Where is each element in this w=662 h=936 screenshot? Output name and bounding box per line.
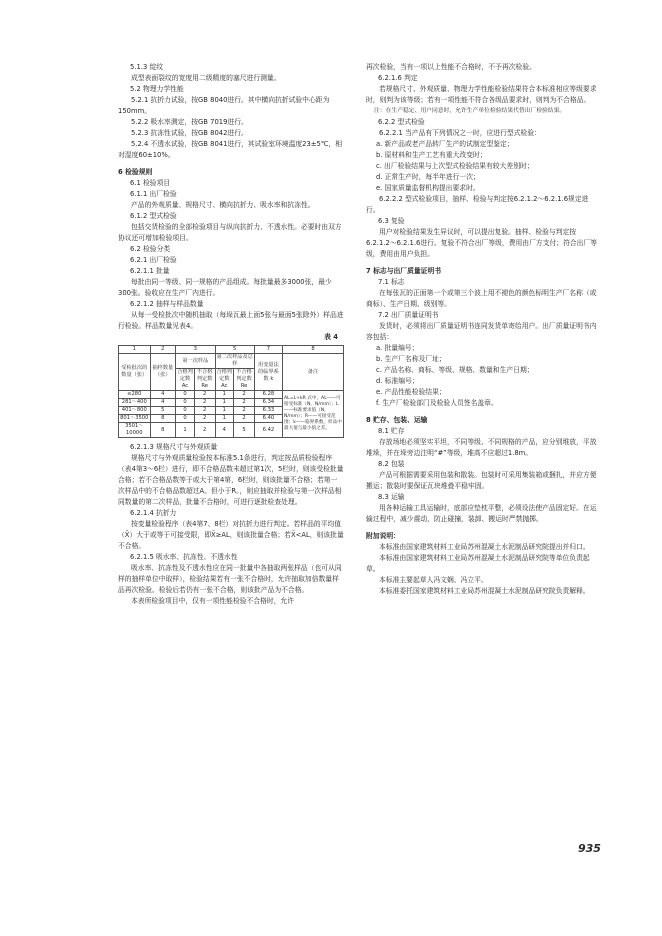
right-column — [366, 62, 598, 597]
subsection-heading: 6.2.1.3 规格尺寸与外观质量 — [130, 443, 218, 451]
sampling-table — [118, 345, 344, 438]
table-cell: 401～800 — [119, 407, 151, 415]
subsection-heading: 6.1 检验项目 — [130, 179, 171, 187]
paragraph: 包括交货检验的全部检验项目与纵向抗折力、不透水性。必要时由双方协议还可增加检验项目。 — [118, 223, 342, 242]
paragraph: 5.2.2 吸水率测定，按GB 7019进行。 — [131, 118, 248, 126]
table-caption: 表 4 — [324, 333, 338, 341]
list-item: f. 生产厂检验部门及检验人员签名盖章。 — [376, 399, 498, 407]
list-item: a. 新产品或老产品转厂生产的试制定型鉴定； — [376, 140, 514, 148]
table-cell: 4 — [150, 399, 176, 407]
list-item: a. 批量编号； — [376, 344, 419, 352]
table-cell: 2 — [194, 399, 215, 407]
section-heading: 8 贮存、包装、运输 — [366, 416, 428, 424]
table-cell: 8 — [150, 415, 176, 423]
table-cell: 6.28 — [254, 391, 282, 399]
table-row — [119, 391, 344, 399]
list-item: b. 生产厂名称及厂址； — [376, 355, 446, 363]
subsection-heading: 6.2.1.6 判定 — [378, 74, 418, 82]
list-item: b. 原材料和生产工艺有重大改变时； — [376, 151, 487, 159]
subsection-heading: 6.2.1.2 抽样与样品数量 — [130, 300, 204, 308]
paragraph: 规格尺寸与外观质量检验按本标准5.1条进行，判定按品质检验程序（表4第3～6栏）进行，即不合格品数未超过第1次，5栏时，则该受检批量合格；若不合格品数等于或大于第4第，6栏时，则该批量不合格；若第一次样品中的不合格品数超过A。但小于R。，则应抽取并检验与第一次样品相同数量的第二次样品，批量不合格时，可进行逐批检查处理。 — [118, 454, 344, 506]
table-cell: 0 — [176, 399, 195, 407]
table-cell: 2 — [194, 423, 215, 438]
table-cell: 用变量法的临界系数 k — [254, 354, 282, 391]
subsection-heading: 6.2.2 型式检验 — [378, 118, 425, 126]
subsection-heading: 7.1 标志 — [378, 278, 405, 286]
table-cell: 3 — [176, 346, 215, 354]
section-heading: 6 检验规则 — [118, 168, 153, 176]
paragraph: 成型表面裂纹的宽度用二级精度的塞尺进行测量。 — [131, 74, 281, 82]
left-column — [118, 62, 344, 607]
paragraph: 从每一受检批次中随机抽取（每垛瓦最上面5张与最面5张除外）样品进行检验。样品数量见表4。 — [118, 311, 344, 330]
table-cell: 2 — [194, 407, 215, 415]
table-cell: 1 — [215, 399, 234, 407]
table-cell: 1 — [215, 407, 234, 415]
table-cell: 0 — [176, 391, 195, 399]
table-cell: 抽样数量（张） — [150, 354, 176, 391]
table-cell: 2 — [234, 399, 255, 407]
table-cell: 不合格判定数 Re — [234, 369, 255, 391]
subsection-heading: 5.2 物理力学性能 — [130, 85, 184, 93]
table-cell: 4 — [150, 391, 176, 399]
table-cell: 1 — [119, 346, 151, 354]
paragraph: 5.2.1 抗折力试验，按GB 8040进行。其中横向抗折试验中心距为150mm。 — [118, 96, 330, 115]
paragraph: 发货时，必须将出厂质量证明书连同发货单寄给用户。出厂质量证明书内容包括： — [366, 322, 597, 341]
subsection-heading: 7.2 出厂质量证明书 — [378, 311, 439, 319]
table-cell: 5 — [215, 346, 254, 354]
table-cell: 2 — [150, 346, 176, 354]
subsection-heading: 6.1.1 出厂检验 — [130, 190, 177, 198]
subsection-heading: 6.2.1.1 批量 — [130, 267, 170, 275]
table-cell: 受检批次的数量（张） — [119, 354, 151, 391]
table-cell: 6.33 — [254, 407, 282, 415]
table-cell: 2 — [194, 415, 215, 423]
table-cell: 合格判定数 Ac — [177, 369, 193, 389]
paragraph: 存放场地必须坚实平坦，不同等级、不同规格的产品，应分别堆放，平放堆垛，并在垛旁边注明“#”等级，堆高不应超过1.8m。 — [366, 438, 597, 457]
table-cell: 2 — [234, 407, 255, 415]
subsection-heading: 8.3 运输 — [378, 493, 405, 501]
table-cell: 6.40 — [254, 415, 282, 423]
table-cell: 0 — [176, 407, 195, 415]
paragraph: 吸水率、抗冻性及不透水性应在同一批量中各抽取两张样品（也可从同样的抽样单位中取样），检验结果若有一张不合格时，允许抽取加倍数量样品再次检验。检验后若仍有一张不合格，则该批产品为不合格。 — [118, 564, 342, 594]
subsection-heading: 8.1 贮存 — [378, 427, 405, 435]
subsection-heading: 6.2.1 出厂检验 — [130, 256, 177, 264]
paragraph: 用各种运输工具运输时，底部应垫枕平整，必须设法使产品固定好。在运输过程中，减少震动，防止碰撞，装卸、搬运时严禁抛掷。 — [366, 504, 597, 523]
table-cell: 5 — [150, 407, 176, 415]
section-heading: 7 标志与出厂质量证明书 — [366, 267, 442, 275]
list-item: c. 出厂检验结果与上次型式检验结果有较大差别时； — [376, 162, 534, 170]
section-heading: 附加说明： — [366, 532, 400, 540]
paragraph: 每批由同一等级、同一规格的产品组成。每批量最多3000张，最少300张。验收应在生产厂内进行。 — [118, 278, 332, 297]
table-cell: 第二次样品及总样 — [216, 354, 253, 367]
subsection-heading: 6.2.1.5 吸水率、抗冻性、不透水性 — [130, 553, 238, 561]
table-cell: 备注 — [283, 354, 344, 391]
paragraph: 6.2.2.1 当产品有下列情况之一时，应进行型式检验： — [379, 129, 541, 137]
paragraph: 按变量检验程序（表4第7、8栏）对抗折力进行判定。若样品的平均值（X̄）大于或等于可接受限，即X̄≥AL，则该批量合格；若X̄<AL，则该批量不合格。 — [118, 520, 344, 550]
note-text: 注：在生产稳定、用户同意时，允许生产单位检验结果代替出厂检验结果。 — [374, 108, 566, 114]
subsection-heading: 6.1.2 型式检验 — [130, 212, 177, 220]
subsection-heading: 6.2.1.4 抗折力 — [130, 509, 177, 517]
table-cell: AL=L+kR 式中，AL——可接受标准（N，N/mm）；L——标准要求值（N，N/mm）；R——可接受范围；k——临界系数，样品中最大值与最小值之差。 — [283, 391, 344, 438]
paragraph: 再次检验，当有一项以上性能不合格时，不予再次检验。 — [366, 63, 536, 71]
subsection-heading: 8.2 包装 — [378, 460, 405, 468]
paragraph: 5.2.3 抗冻性试验，按GB 8042进行。 — [131, 129, 248, 137]
paragraph: 本标准主要起草人冯文娴、冯立平。 — [379, 576, 488, 584]
paragraph: 本标准由国家建筑材料工业局苏州混凝土水泥制品研究院提出并归口。 — [379, 543, 590, 551]
page-number: 935 — [578, 842, 601, 855]
table-cell: 2 — [194, 391, 215, 399]
table-cell: 5 — [234, 423, 255, 438]
table-cell: 2 — [234, 415, 255, 423]
table-cell: 801～3500 — [120, 415, 149, 421]
table-cell: 0 — [176, 415, 195, 423]
table-cell: 8 — [150, 423, 176, 438]
table-cell: 8 — [283, 346, 344, 354]
list-item: d. 标准编号； — [376, 377, 419, 385]
table-cell: ≤280 — [119, 391, 151, 399]
table-cell: 6.34 — [254, 399, 282, 407]
table-cell: 合格判定数 Ac — [216, 369, 233, 389]
table-cell: 281～400 — [119, 399, 151, 407]
paragraph: 5.2.4 不透水试验，按GB 8041进行，其试验室环境温度23±5℃，相对湿度60±10%。 — [118, 140, 343, 159]
table-header-row — [119, 354, 344, 369]
table-cell: 1 — [215, 391, 234, 399]
list-item: e. 产品性能检验结果； — [376, 388, 446, 396]
table-cell: 7 — [254, 346, 282, 354]
subsection-heading: 5.1.3 绽纹 — [130, 63, 164, 71]
paragraph: 在每张瓦的正面第一个或第三个波上用不褪色的颜色标明生产厂名称（或商标）、生产日期、级别等。 — [366, 289, 597, 308]
table-cell: 6.42 — [254, 423, 282, 438]
subsection-heading: 6.3 复验 — [378, 217, 405, 225]
paragraph: 本标准由国家建筑材料工业局苏州混凝土水泥制品研究院等单位负责起草。 — [366, 554, 590, 573]
subsection-heading: 6.2 检验分类 — [130, 245, 171, 253]
list-item: c. 产品名称、商标、等级、规格、数量和生产日期； — [376, 366, 534, 374]
table-cell: 不合格判定数 Re — [194, 369, 215, 391]
paragraph: 产品可根据需要采用包装和散装。包装时可采用集装箱或捆扎，并应方便搬运；散装时要保证瓦块堆叠平稳牢固。 — [366, 471, 597, 490]
table-number-row — [119, 346, 344, 354]
paragraph: 用户对检验结果发生异议时，可以提出复验。抽样、检验与判定按6.2.1.2～6.2.1.6进行。复验不符合出厂等级，费用由厂方支付；符合出厂等级，费用由用户负担。 — [366, 228, 598, 258]
paragraph: 产品的外观质量、规格尺寸、横向抗折力、吸水率和抗冻性。 — [131, 201, 315, 209]
table-cell: 1 — [176, 423, 195, 438]
list-item: d. 正常生产时，每半年进行一次； — [376, 173, 480, 181]
paragraph: 本表所检验项目中，仅有一项性能检验不合格时，允许 — [131, 597, 295, 605]
paragraph: 若规格尺寸、外观质量、物理力学性能检验结果符合本标准相应等级要求时，则判为该等级；若有一项性能不符合各级品要求时，则判为不合格品。 — [366, 85, 597, 104]
table-cell: 3501～10000 — [119, 423, 151, 438]
table-cell: 2 — [234, 391, 255, 399]
table-cell: 第一次样品 — [176, 354, 215, 369]
paragraph: 本标准委托国家建筑材料工业局苏州混凝土水泥制品研究院负责解释。 — [379, 587, 590, 595]
paragraph: 6.2.2.2 型式检验项目，抽样、检验与判定按6.2.1.2～6.2.1.6规定进行。 — [366, 195, 589, 214]
table-cell: 4 — [215, 423, 234, 438]
list-item: e. 国家质量监督机构提出要求时。 — [376, 184, 480, 192]
table-cell: 1 — [215, 415, 234, 423]
